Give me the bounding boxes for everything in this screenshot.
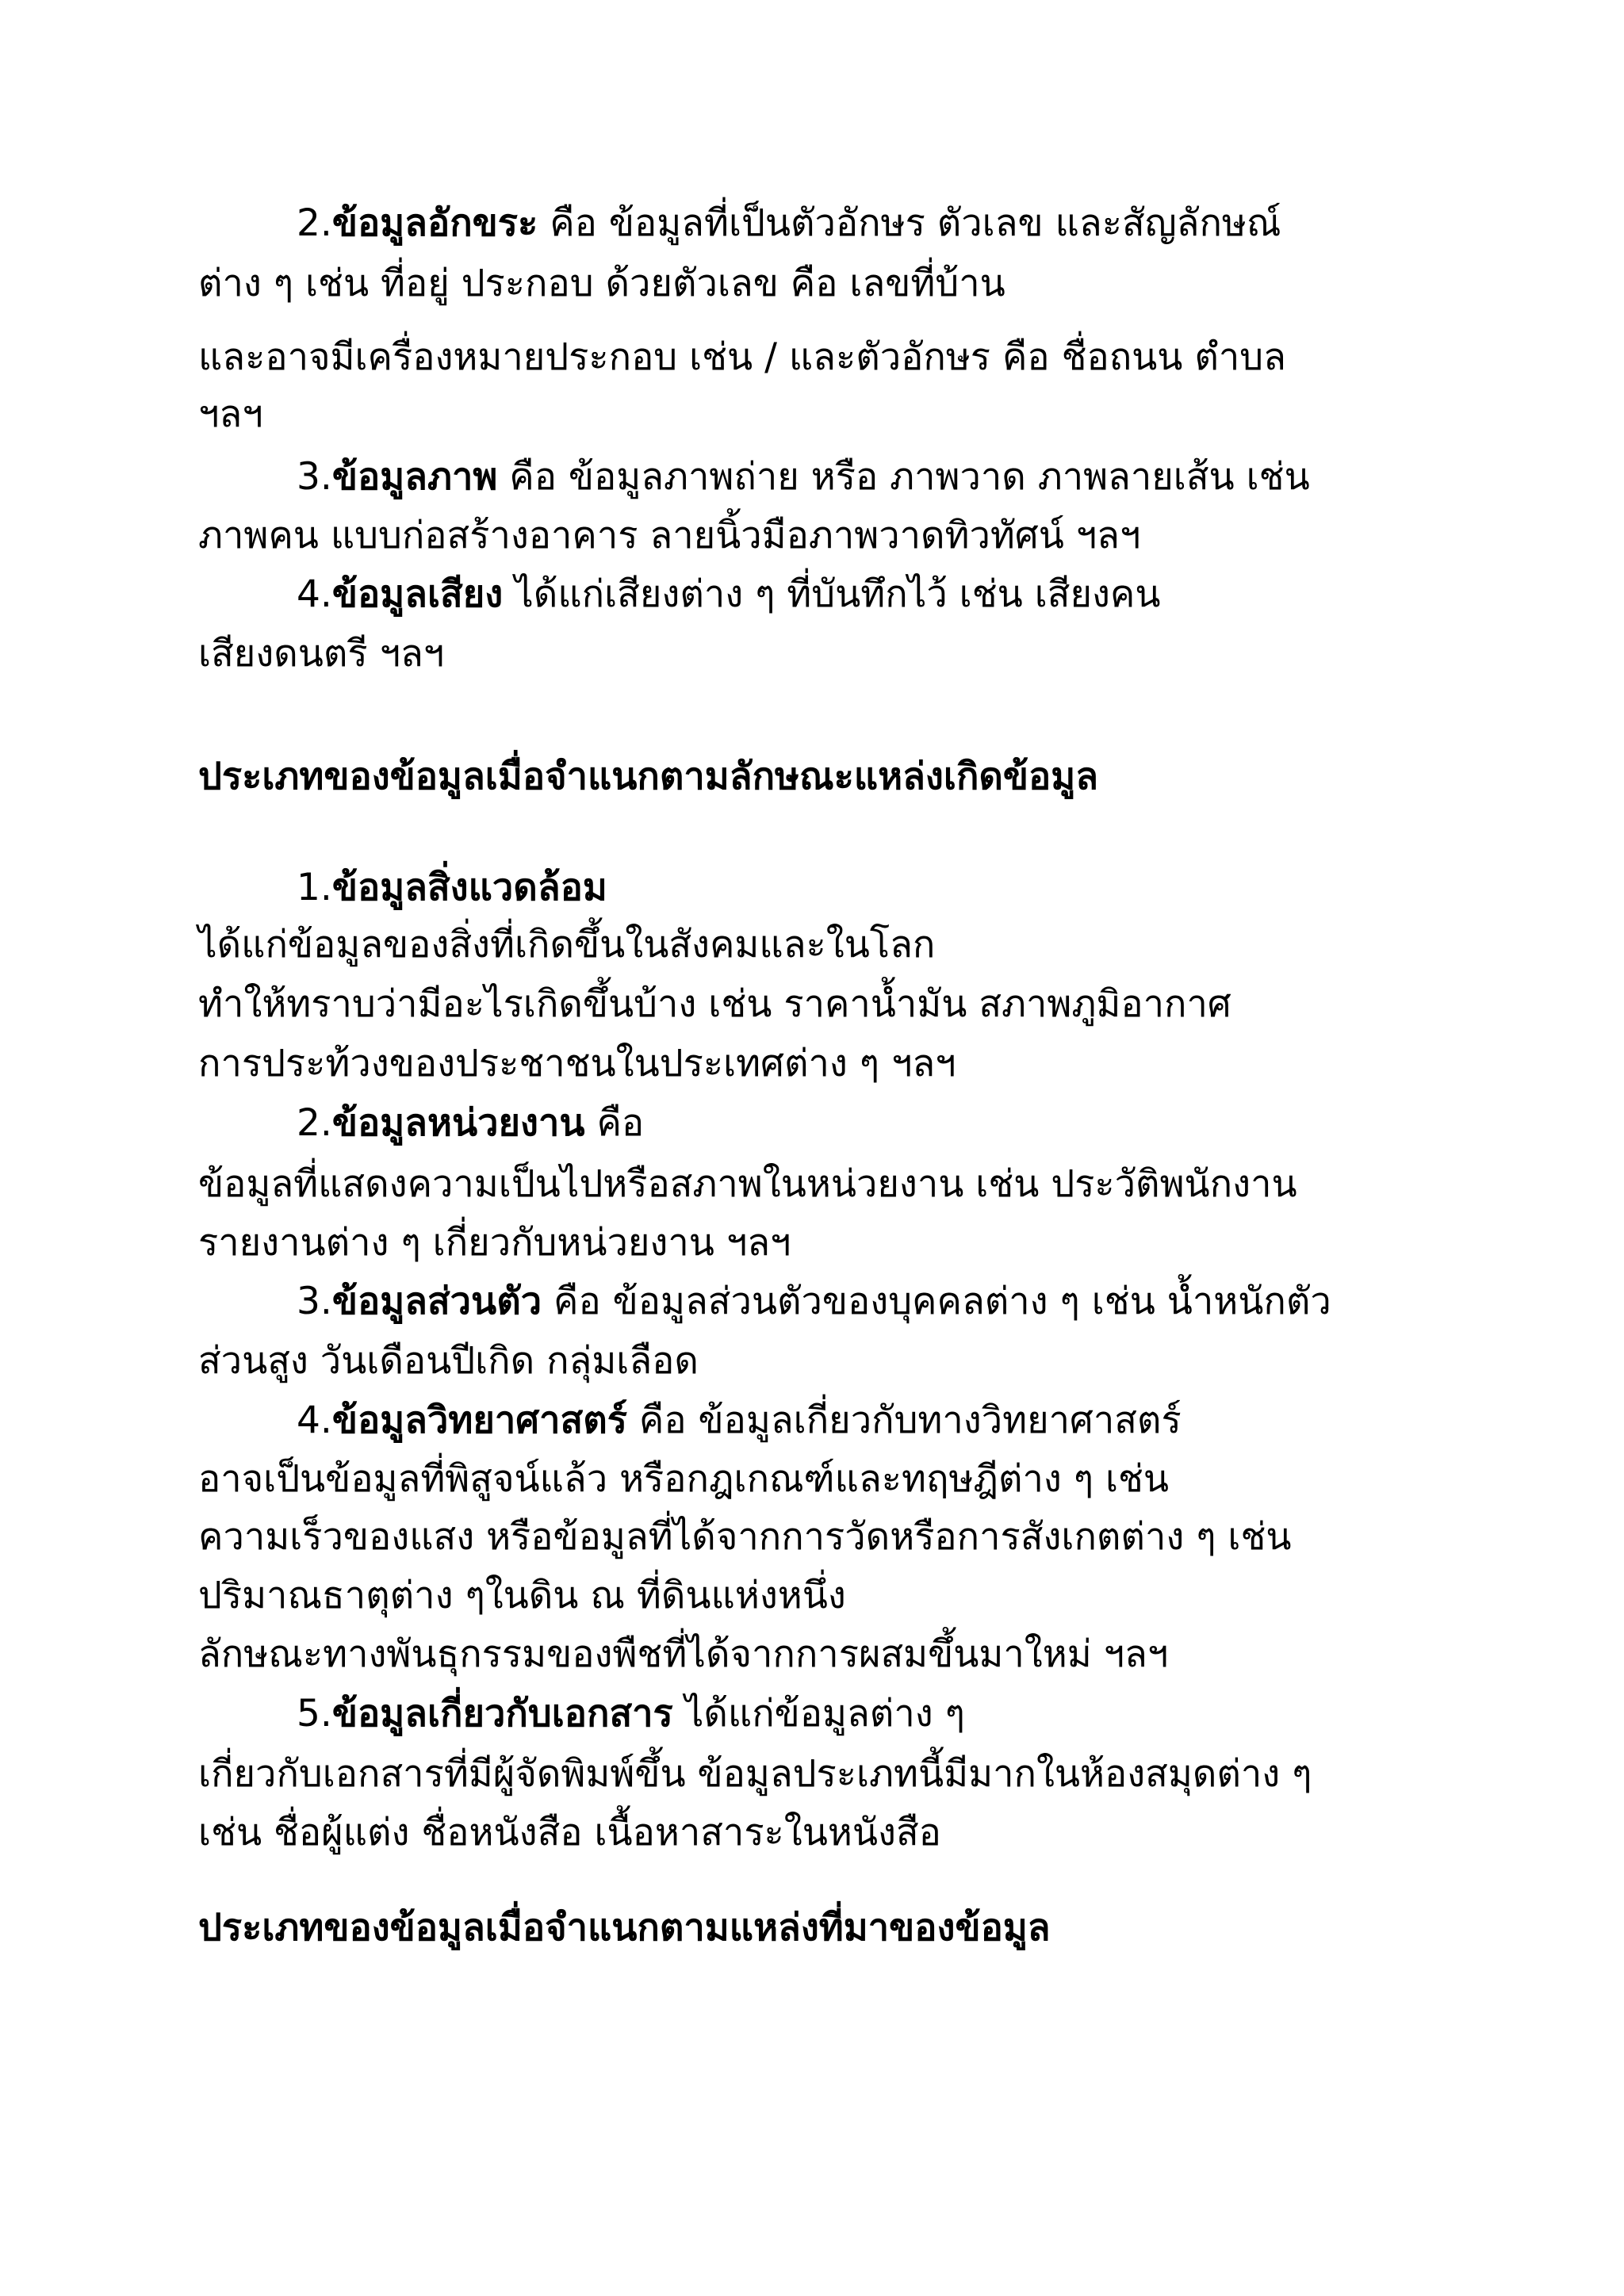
paragraph-line: ปริมาณธาตุต่าง ๆในดิน ณ ที่ดินแห่งหนึ่ง xyxy=(198,1574,846,1617)
item-text: ได้แก่ข้อมูลต่าง ๆ xyxy=(672,1692,965,1735)
item-document-data-line-1 xyxy=(297,1689,1534,1739)
paragraph-line: ได้แก่ข้อมูลของสิ่งที่เกิดขึ้นในสังคมและในโลก xyxy=(198,923,936,966)
item-organization-data-line-1 xyxy=(297,1098,1534,1149)
item-image-data-line-1 xyxy=(297,452,1534,503)
item-text: ได้แก่เสียงต่าง ๆ ที่บันทึกไว้ เช่น เสียงคน xyxy=(503,572,1161,616)
paragraph-line: เช่น ชื่อผู้แต่ง ชื่อหนังสือ เนื้อหาสาระในหนังสือ xyxy=(198,1811,941,1854)
item-text: คือ ข้อมูลส่วนตัวของบุคคลต่าง ๆ เช่น น้ำหนักตัว xyxy=(542,1280,1331,1323)
item-term: ข้อมูลหน่วยงาน xyxy=(331,1101,585,1145)
item-term: ข้อมูลเกี่ยวกับเอกสาร xyxy=(331,1692,673,1735)
item-term: ข้อมูลภาพ xyxy=(331,455,498,499)
paragraph-line: ทำให้ทราบว่ามีอะไรเกิดขึ้นบ้าง เช่น ราคาน้ำมัน สภาพภูมิอากาศ xyxy=(198,982,1231,1026)
item-number: 2. xyxy=(297,1101,332,1145)
paragraph-line: ข้อมูลที่แสดงความเป็นไปหรือสภาพในหน่วยงาน เช่น ประวัติพนักงาน xyxy=(198,1162,1297,1206)
item-sound-data-line-1 xyxy=(297,569,1534,620)
item-number: 3. xyxy=(297,455,332,499)
item-term: ข้อมูลวิทยาศาสตร์ xyxy=(331,1399,627,1442)
item-term: ข้อมูลอักขระ xyxy=(331,201,538,245)
item-number: 4. xyxy=(297,1399,332,1442)
paragraph-line: และอาจมีเครื่องหมายประกอบ เช่น / และตัวอักษร คือ ชื่อถนน ตำบล xyxy=(198,335,1286,379)
paragraph-line: เสียงดนตรี ฯลฯ xyxy=(198,632,445,675)
item-number: 1. xyxy=(297,866,332,909)
item-number: 2. xyxy=(297,201,332,245)
paragraph-line: การประท้วงของประชาชนในประเทศต่าง ๆ ฯลฯ xyxy=(198,1042,956,1085)
item-term: ข้อมูลส่วนตัว xyxy=(331,1280,542,1323)
paragraph-line: รายงานต่าง ๆ เกี่ยวกับหน่วยงาน ฯลฯ xyxy=(198,1221,791,1265)
section-heading: ประเภทของข้อมูลเมื่อจำแนกตามแหล่งที่มาของข้อมูล xyxy=(198,1906,1051,1950)
paragraph-line: ภาพคน แบบก่อสร้างอาคาร ลายนิ้วมือภาพวาดทิวทัศน์ ฯลฯ xyxy=(198,514,1141,557)
item-term: ข้อมูลสิ่งแวดล้อม xyxy=(331,866,607,909)
item-text-data-line-1 xyxy=(297,198,1534,249)
item-text: คือ ข้อมูลเกี่ยวกับทางวิทยาศาสตร์ xyxy=(626,1399,1182,1442)
item-text: คือ xyxy=(584,1101,645,1145)
paragraph-line: ความเร็วของแสง หรือข้อมูลที่ได้จากการวัดหรือการสังเกตต่าง ๆ เช่น xyxy=(198,1515,1292,1559)
paragraph-line: ส่วนสูง วันเดือนปีเกิด กลุ่มเลือด xyxy=(198,1339,699,1383)
paragraph-line: ต่าง ๆ เช่น ที่อยู่ ประกอบ ด้วยตัวเลข คือ เลขที่บ้าน xyxy=(198,262,1005,305)
paragraph-line: ลักษณะทางพันธุกรรมของพืชที่ได้จากการผสมขึ้นมาใหม่ ฯลฯ xyxy=(198,1632,1169,1676)
item-science-data-line-1 xyxy=(297,1395,1534,1446)
item-text: คือ ข้อมูลที่เป็นตัวอักษร ตัวเลข และสัญลักษณ์ xyxy=(538,201,1281,245)
item-text: คือ ข้อมูลภาพถ่าย หรือ ภาพวาด ภาพลายเส้น เช่น xyxy=(497,455,1310,499)
item-personal-data-line-1 xyxy=(297,1276,1534,1327)
item-number: 5. xyxy=(297,1692,332,1735)
section-heading: ประเภทของข้อมูลเมื่อจำแนกตามลักษณะแหล่งเกิดข้อมูล xyxy=(198,755,1099,798)
item-number: 3. xyxy=(297,1280,332,1323)
paragraph-line: อาจเป็นข้อมูลที่พิสูจน์แล้ว หรือกฎเกณฑ์และทฤษฎีต่าง ๆ เช่น xyxy=(198,1457,1170,1501)
paragraph-line: เกี่ยวกับเอกสารที่มีผู้จัดพิมพ์ขึ้น ข้อมูลประเภทนี้มีมากในห้องสมุดต่าง ๆ xyxy=(198,1752,1312,1796)
item-number: 4. xyxy=(297,572,332,616)
paragraph-line: ฯลฯ xyxy=(198,392,263,436)
item-term: ข้อมูลเสียง xyxy=(331,572,504,616)
item-environment-data-line-1 xyxy=(297,863,1534,913)
